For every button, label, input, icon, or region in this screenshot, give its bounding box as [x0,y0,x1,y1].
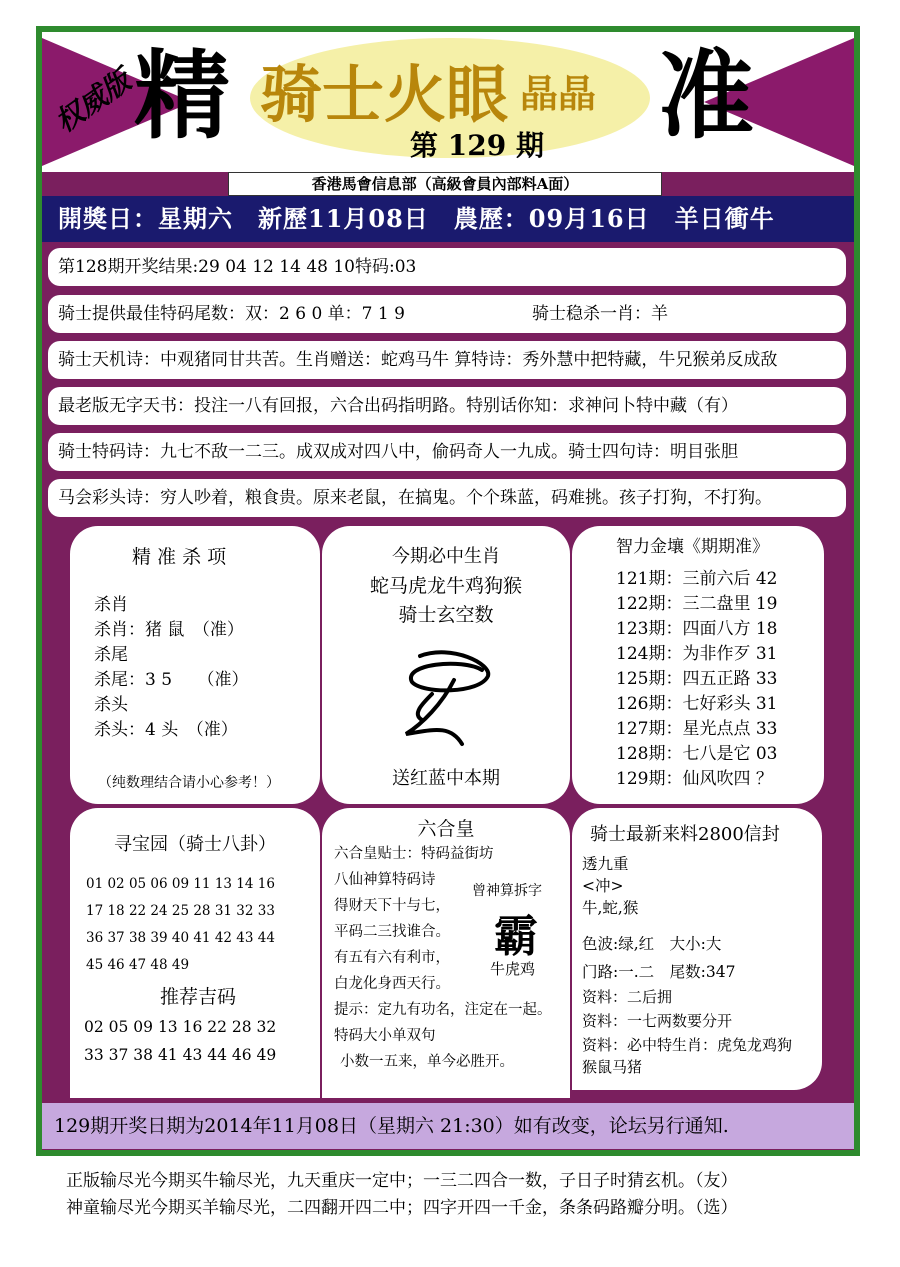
kill-box [70,526,320,804]
subheader: 香港馬會信息部（高級會員內部料A面） [228,172,662,196]
news-line: 门路:一.二 尾数:347 [582,963,736,981]
news-title: 骑士最新来料2800信封 [590,824,780,845]
treasure-box [70,808,320,1098]
liuhe-side-sub: 牛虎鸡 [490,960,536,978]
liuhe-line: 特码大小单双句 [334,1028,436,1044]
news-line: <冲> [582,877,624,895]
kill-box-title: 精 准 杀 项 [132,546,227,568]
history-item: 129期：仙风吹四 ？ [616,769,773,789]
liuhe-line: 八仙神算特码诗 [334,872,436,888]
kill-note: （纯数理结合请小心参考！） [98,775,280,791]
news-box [572,808,822,1090]
treasure-numbers: 45 46 47 48 49 [86,957,190,973]
kill-line: 杀头 [94,695,128,715]
header [42,32,854,172]
poem-row [48,341,846,379]
history-item: 125期：四五正路 33 [616,669,778,689]
kill-line: 杀头：4 头 （准） [94,720,238,740]
news-line: 资料：二后拥 [582,988,673,1006]
zodiac-box [322,526,570,804]
liuhe-line: 白龙化身西天行。 [334,976,450,992]
omen-row [48,479,846,517]
bottom-line: 正版输尽光今期买牛输尽光，九天重庆一定中；一三二四合一数，子日子时猜玄机。（友） [66,1171,738,1191]
history-item: 126期：七好彩头 31 [616,694,778,714]
news-line: 透九重 [582,855,629,873]
recommended-title: 推荐吉码 [160,986,237,1008]
scribble-image [392,644,502,754]
history-item: 128期：七八是它 03 [616,744,778,764]
row-text: 最老版无字天书：投注一八有回报，六合出码指明路。特别话你知：求神问卜特中藏（有） [58,396,738,416]
tail-row [48,295,846,333]
liuhe-line: 提示：定九有功名，注定在一起。 [334,1002,552,1018]
treasure-numbers: 01 02 05 06 09 11 13 14 16 [86,876,275,892]
liuhe-line: 小数一五来，单今必胜开。 [340,1054,514,1070]
zodiac-line2: 蛇马虎龙牛鸡狗猴 [369,575,522,597]
news-line: 牛,蛇,猴 [582,899,639,917]
liuhe-line: 平码二三找谁合。 [334,924,450,940]
bottom-line: 神童输尽光今期买羊输尽光，二四翻开四二中；四字开四一千金，条条码路瓣分明。（选） [66,1198,738,1218]
liuhe-line: 六合皇贴士：特码益街坊 [334,846,494,862]
recommended-numbers: 02 05 09 13 16 22 28 32 [84,1018,277,1036]
zodiac-line1: 今期必中生肖 [392,546,500,567]
history-title: 智力金壤《期期准》 [616,537,769,557]
kill-line: 杀尾：3 5 （准） [94,670,249,690]
zodiac-bottom: 送红蓝中本期 [392,768,500,789]
corner-label: 权威版 [48,63,137,139]
liuhe-line: 有五有六有利市， [334,950,450,966]
title-small: 晶晶 [520,71,597,116]
liuhe-big-char: 霸 [494,911,538,962]
history-item: 127期：星光点点 33 [616,719,778,739]
history-item: 124期：为非作歹 31 [616,644,778,664]
date-bar-text: 開獎日：星期六 新歷11月08日 農歷：09月16日 羊日衝牛 [58,204,775,233]
row-text: 第128期开奖结果:29 04 12 14 48 10特码:03 [58,257,417,277]
draw-date-footer: 129期开奖日期为2014年11月08日（星期六 21:30）如有改变，论坛另行通知. [42,1103,854,1149]
row-text: 骑士特码诗：九七不敌一二三。成双成对四八中，偷码奇人一九成。骑士四句诗：明目张胆 [58,442,738,462]
row-text: 骑士天机诗：中观猪同甘共苦。生肖赠送：蛇鸡马牛 算特诗：秀外慧中把特藏，牛兄猴弟反成敌 [58,350,778,370]
treasure-numbers: 17 18 22 24 25 28 31 32 33 [86,903,275,919]
special-poem-row [48,433,846,471]
treasure-title: 寻宝园（骑士八卦） [114,834,276,855]
row-extra: 骑士稳杀一肖：羊 [532,304,668,324]
history-box [572,526,824,804]
zodiac-line3: 骑士玄空数 [398,604,494,626]
kill-line: 杀肖 [94,595,128,615]
history-item: 122期：三二盘里 19 [616,594,778,614]
liuhe-box [322,808,570,1098]
result-row [48,248,846,286]
date-bar [42,196,854,242]
news-line: 资料：一七两数要分开 [582,1012,733,1030]
book-row [48,387,846,425]
row-text: 骑士提供最佳特码尾数：双：2 6 0 单：7 1 9 [58,304,405,324]
liuhe-line: 得财天下十与七， [334,898,450,914]
issue-number: 第 129 期 [410,129,544,162]
title-main: 骑士火眼 [260,58,509,131]
history-item: 123期：四面八方 18 [616,619,778,639]
liuhe-side-title: 曾神算拆字 [472,883,542,899]
left-char: 精 [134,39,230,152]
history-item: 121期：三前六后 42 [616,569,778,589]
news-line: 猴鼠马猪 [582,1058,643,1076]
row-text: 马会彩头诗：穷人吵着，粮食贵。原来老鼠，在搞鬼。个个珠蓝，码难挑。孩子打狗，不打狗。 [58,488,772,508]
kill-line: 杀肖：猪 鼠 （准） [94,620,244,640]
news-line: 资料：必中特生肖：虎兔龙鸡狗 [582,1036,793,1054]
news-line: 色波:绿,红 大小:大 [582,935,722,953]
recommended-numbers: 33 37 38 41 43 44 46 49 [84,1046,277,1064]
right-char: 准 [658,39,754,152]
liuhe-title: 六合皇 [417,818,475,840]
treasure-numbers: 36 37 38 39 40 41 42 43 44 [86,930,275,946]
kill-line: 杀尾 [94,645,128,665]
